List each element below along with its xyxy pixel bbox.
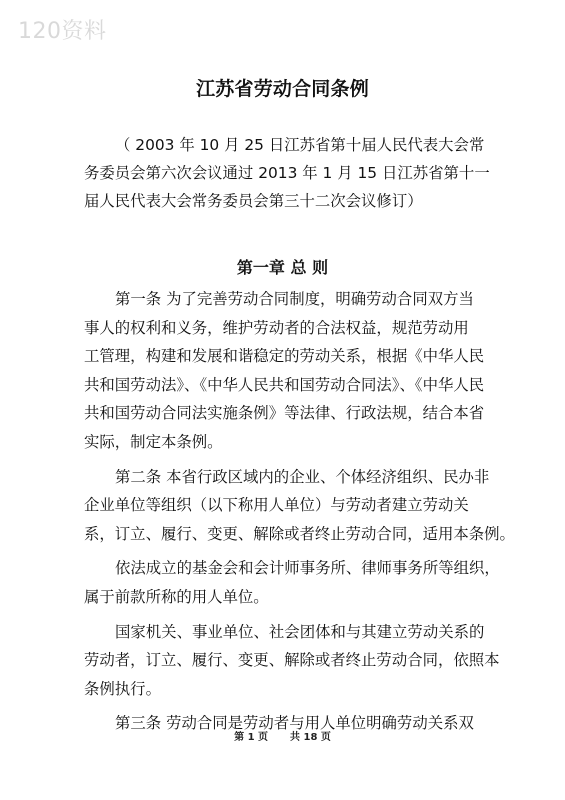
text-line: 事人的权利和义务，维护劳动者的合法权益，规范劳动用 (84, 318, 469, 337)
revision-note (84, 131, 494, 215)
text-line: 企业单位等组织（以下称用人单位）与劳动者建立劳动关 (84, 496, 469, 515)
text-line: 实际，制定本条例。 (84, 432, 223, 451)
page-footer (0, 728, 565, 743)
text-line: 第二条 本省行政区域内的企业、个体经济组织、民办非 (115, 467, 490, 486)
page-number: 第 1 页 (234, 732, 269, 743)
text-line: 条例执行。 (84, 679, 161, 698)
revision-note-line: 务委员会第六次会议通过 2013 年 1 月 15 日江苏省第十一 (84, 164, 490, 182)
text-line: 共和国劳动合同法实施条例》等法律、行政法规，结合本省 (84, 404, 485, 423)
text-line: 国家机关、事业单位、社会团体和与其建立劳动关系的 (115, 622, 485, 641)
text-line: 工管理，构建和发展和谐稳定的劳动关系，根据《中华人民 (84, 347, 485, 366)
revision-note-line: （ 2003 年 10 月 25 日江苏省第十届人民代表大会常 (115, 136, 485, 154)
page-total: 共 18 页 (290, 732, 331, 743)
text-line: 劳动者，订立、履行、变更、解除或者终止劳动合同，依照本 (84, 651, 500, 670)
text-line: 共和国劳动法》、《中华人民共和国劳动合同法》、《中华人民 (84, 375, 485, 394)
revision-note-line: 届人民代表大会常务委员会第三十二次会议修订） (84, 192, 423, 210)
text-line: 属于前款所称的用人单位。 (84, 587, 269, 606)
body-text (84, 285, 515, 738)
text-line: 系，订立、履行、变更、解除或者终止劳动合同，适用本条例。 (84, 524, 515, 543)
text-line: 第一条 为了完善劳动合同制度，明确劳动合同双方当 (115, 290, 474, 308)
paragraph-article-2 (84, 463, 515, 549)
document-title: 江苏省劳动合同条例 (196, 78, 369, 100)
text-line: 第三条 劳动合同是劳动者与用人单位明确劳动关系双 (115, 714, 474, 733)
text-line: 依法成立的基金会和会计师事务所、律师事务所等组织， (115, 559, 500, 578)
paragraph-article-2-clause-3 (84, 618, 500, 704)
paragraph-article-1 (84, 285, 494, 457)
watermark: 120资料 (18, 19, 107, 44)
paragraph-article-2-clause-2 (84, 554, 500, 611)
chapter-heading: 第一章 总 则 (236, 258, 329, 277)
